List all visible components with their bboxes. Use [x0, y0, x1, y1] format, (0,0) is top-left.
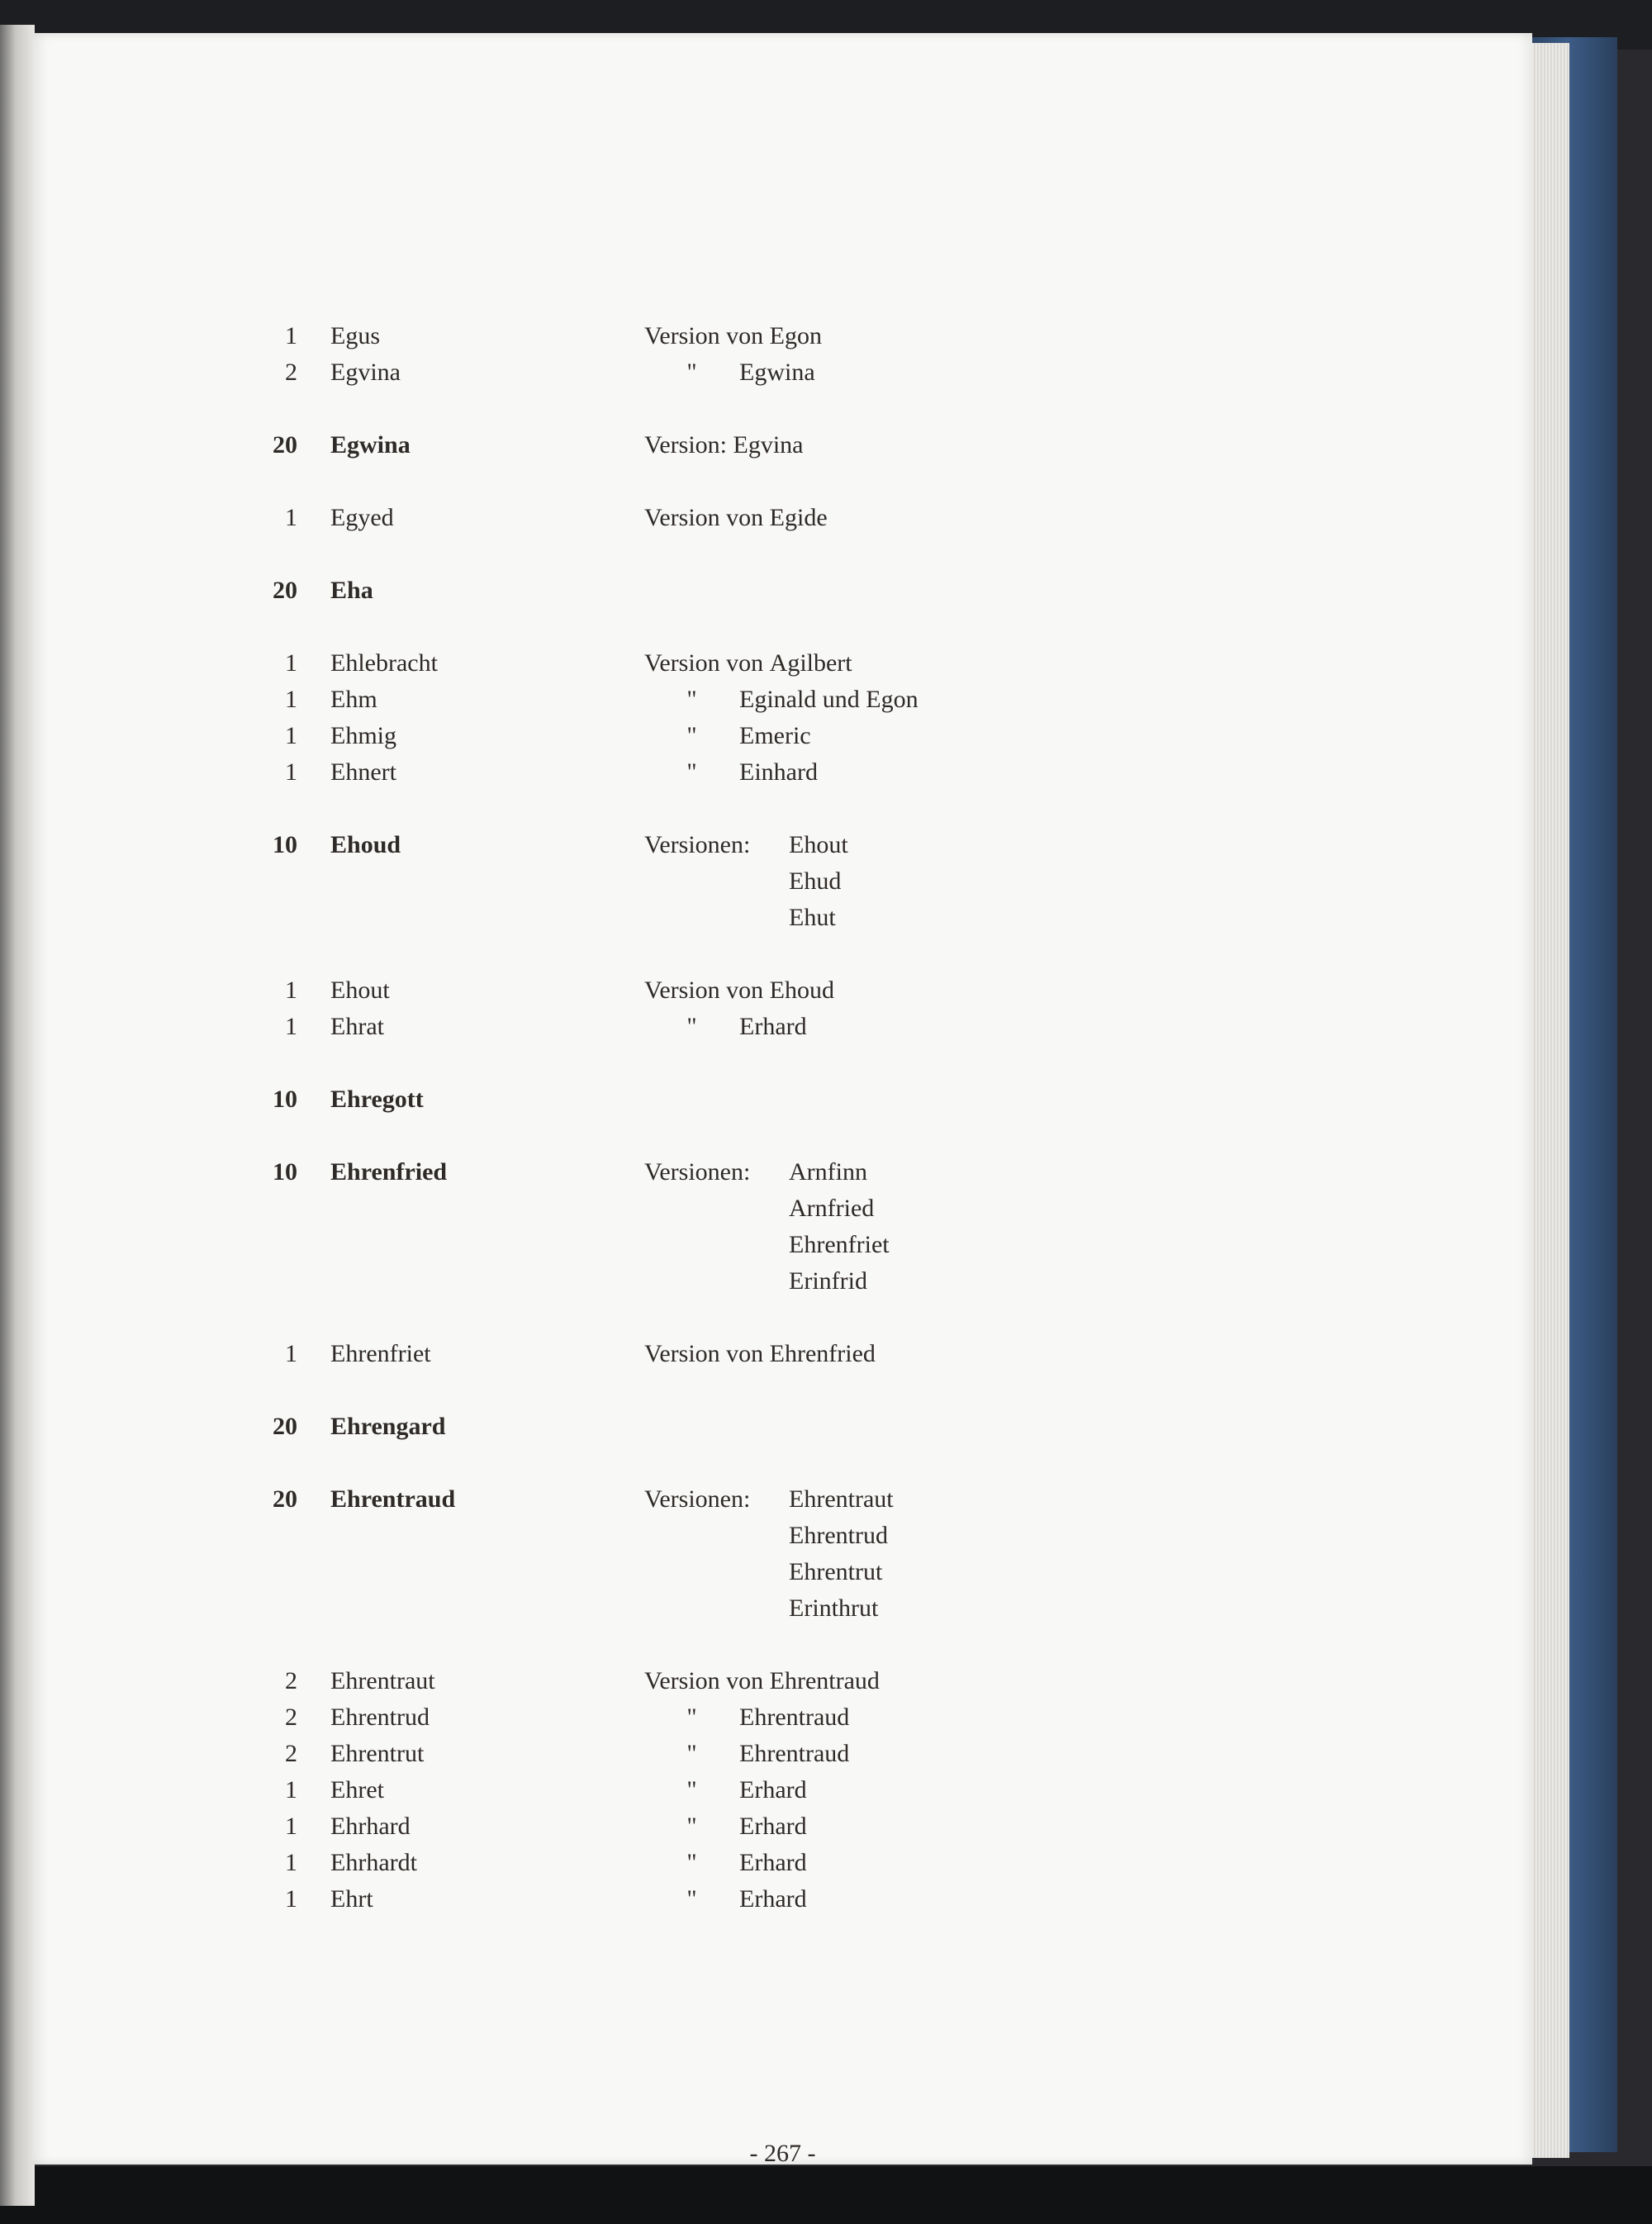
- frequency: 10: [273, 1158, 297, 1186]
- note-label: Version von: [644, 1340, 764, 1367]
- name: Ehoud: [330, 831, 401, 858]
- list-item-continuation: [231, 863, 1305, 900]
- ditto-mark: ": [686, 686, 697, 713]
- frequency: 1: [285, 686, 297, 713]
- note-value: Erinthrut: [789, 1594, 879, 1622]
- frequency: 1: [285, 1013, 297, 1040]
- list-item: [231, 1808, 1305, 1845]
- list-item: [231, 754, 1305, 791]
- frequency: 1: [285, 1776, 297, 1803]
- name: Ehrt: [330, 1885, 373, 1913]
- note-value: Ehrenfriet: [789, 1231, 890, 1258]
- list-item: [231, 1481, 1305, 1518]
- name: Ehrengard: [330, 1413, 446, 1440]
- list-item: [231, 972, 1305, 1009]
- name: Ehmig: [330, 722, 396, 749]
- list-item: [231, 1154, 1305, 1190]
- name: Ehrentraud: [330, 1485, 456, 1513]
- name-list: [231, 318, 1305, 1917]
- book-page: [33, 33, 1532, 2165]
- ditto-mark: ": [686, 1849, 697, 1876]
- note-value: Egwina: [739, 359, 815, 386]
- note-value: Ehrentraut: [789, 1485, 894, 1513]
- frequency: 1: [285, 1813, 297, 1840]
- background-bottom: [0, 2166, 1652, 2224]
- list-item: [231, 1845, 1305, 1881]
- name: Egwina: [330, 431, 411, 459]
- frequency: 1: [285, 1849, 297, 1876]
- name: Ehrentrud: [330, 1704, 430, 1731]
- frequency: 2: [285, 1704, 297, 1731]
- name: Ehout: [330, 977, 390, 1004]
- note-value: Arnfried: [789, 1195, 875, 1222]
- note-value: Erhard: [739, 1849, 807, 1876]
- ditto-mark: ": [686, 1776, 697, 1803]
- note-value: Arnfinn: [789, 1158, 867, 1186]
- note-value: Erinfrid: [789, 1267, 867, 1295]
- list-item-continuation: [231, 1554, 1305, 1590]
- list-item: [231, 1336, 1305, 1372]
- ditto-mark: ": [686, 1885, 697, 1913]
- frequency: 10: [273, 1086, 297, 1113]
- ditto-mark: ": [686, 1813, 697, 1840]
- list-item: [231, 718, 1305, 754]
- list-item: [231, 1009, 1305, 1045]
- list-item-continuation: [231, 1263, 1305, 1300]
- frequency: 10: [273, 831, 297, 858]
- ditto-mark: ": [686, 722, 697, 749]
- list-item: [231, 1081, 1305, 1118]
- note-value: Ehoud: [769, 977, 834, 1004]
- list-item: [231, 1699, 1305, 1736]
- list-item-continuation: [231, 1518, 1305, 1554]
- list-item: [231, 427, 1305, 463]
- frequency: 20: [273, 1485, 297, 1513]
- name: Eha: [330, 577, 373, 604]
- frequency: 20: [273, 1413, 297, 1440]
- list-item: [231, 682, 1305, 718]
- frequency: 1: [285, 1340, 297, 1367]
- frequency: 2: [285, 1667, 297, 1694]
- frequency: 1: [285, 1885, 297, 1913]
- note-value: Ehrentraud: [769, 1667, 880, 1694]
- note-value: Ehout: [789, 831, 848, 858]
- name: Ehrentraut: [330, 1667, 435, 1694]
- list-item-continuation: [231, 1190, 1305, 1227]
- note-value: Agilbert: [769, 649, 852, 677]
- note-label: Versionen:: [644, 1158, 751, 1186]
- list-item: [231, 1409, 1305, 1445]
- frequency: 1: [285, 322, 297, 349]
- ditto-mark: ": [686, 1704, 697, 1731]
- note-label: Version:: [644, 431, 727, 459]
- note-value: Ehrentrut: [789, 1558, 883, 1585]
- name: Ehregott: [330, 1086, 424, 1113]
- name: Egyed: [330, 504, 394, 531]
- ditto-mark: ": [686, 1740, 697, 1767]
- ditto-mark: ": [686, 758, 697, 786]
- name: Ehrentrut: [330, 1740, 425, 1767]
- name: Ehrhard: [330, 1813, 411, 1840]
- note-value: Emeric: [739, 722, 811, 749]
- list-item: [231, 827, 1305, 863]
- ditto-mark: ": [686, 359, 697, 386]
- frequency: 20: [273, 431, 297, 459]
- page-edges: [1528, 43, 1569, 2158]
- note-label: Versionen:: [644, 831, 751, 858]
- name: Ehret: [330, 1776, 384, 1803]
- list-item: [231, 354, 1305, 391]
- page-number: - 267 -: [749, 2140, 816, 2167]
- note-label: Version von: [644, 322, 764, 349]
- name: Ehnert: [330, 758, 396, 786]
- frequency: 1: [285, 722, 297, 749]
- note-value: Ehrenfried: [769, 1340, 876, 1367]
- note-value: Einhard: [739, 758, 818, 786]
- list-item: [231, 1736, 1305, 1772]
- list-item-continuation: [231, 900, 1305, 936]
- name: Egvina: [330, 359, 401, 386]
- name: Ehrat: [330, 1013, 384, 1040]
- list-item: [231, 1881, 1305, 1917]
- page-left-edge: [0, 25, 35, 2206]
- list-item: [231, 1663, 1305, 1699]
- note-value: Erhard: [739, 1776, 807, 1803]
- note-value: Ehrentraud: [739, 1740, 850, 1767]
- ditto-mark: ": [686, 1013, 697, 1040]
- frequency: 1: [285, 977, 297, 1004]
- note-value: Egon: [769, 322, 822, 349]
- note-value: Ehrentrud: [789, 1522, 888, 1549]
- name: Ehrenfried: [330, 1158, 448, 1186]
- note-label: Version von: [644, 1667, 764, 1694]
- list-item: [231, 645, 1305, 682]
- note-value: Eginald und Egon: [739, 686, 919, 713]
- note-value: Egide: [769, 504, 828, 531]
- list-item-continuation: [231, 1227, 1305, 1263]
- list-item: [231, 318, 1305, 354]
- frequency: 2: [285, 1740, 297, 1767]
- frequency: 2: [285, 359, 297, 386]
- note-value: Ehrentraud: [739, 1704, 850, 1731]
- note-value: Erhard: [739, 1813, 807, 1840]
- frequency: 1: [285, 758, 297, 786]
- list-item-continuation: [231, 1590, 1305, 1627]
- note-label: Versionen:: [644, 1485, 751, 1513]
- note-value: Erhard: [739, 1885, 807, 1913]
- name: Ehm: [330, 686, 377, 713]
- note-value: Ehut: [789, 904, 836, 931]
- name: Ehrenfriet: [330, 1340, 431, 1367]
- name: Ehlebracht: [330, 649, 438, 677]
- note-value: Ehud: [789, 867, 842, 895]
- name: Egus: [330, 322, 380, 349]
- frequency: 20: [273, 577, 297, 604]
- name: Ehrhardt: [330, 1849, 417, 1876]
- note-label: Version von: [644, 504, 764, 531]
- note-label: Version von: [644, 649, 764, 677]
- list-item: [231, 573, 1305, 609]
- frequency: 1: [285, 649, 297, 677]
- list-item: [231, 500, 1305, 536]
- note-value: Egvina: [733, 431, 804, 459]
- list-item: [231, 1772, 1305, 1808]
- frequency: 1: [285, 504, 297, 531]
- note-label: Version von: [644, 977, 764, 1004]
- note-value: Erhard: [739, 1013, 807, 1040]
